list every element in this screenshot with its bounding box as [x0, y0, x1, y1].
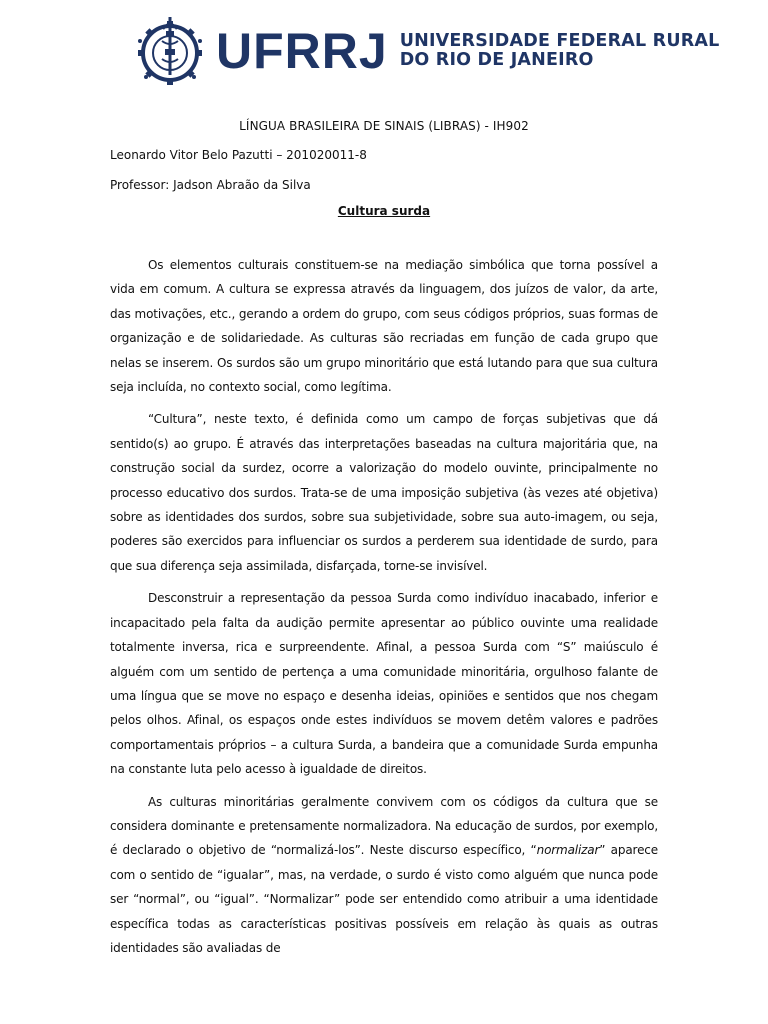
paragraph-4 — [110, 790, 658, 961]
paragraph-2: “Cultura”, neste texto, é definida como um campo de forças subjetivas que dá sentido(s) ao grupo. É através das interpretações baseadas na cultura majoritária que, na construção social da surdez, ocorre a valorização do modelo ouvinte, principalmente no processo educativo dos surdos. Trata-se de uma imposição subjetiva (às vezes até objetiva) sobre as identidades dos surdos, sobre sua subjetividade, sobre sua auto-imagem, ou seja, poderes são exercidos para influenciar os surdos a perderem sua identidade de surdo, para que sua diferença seja assimilada, disfarçada, torne-se invisível. — [110, 412, 658, 573]
document-body — [110, 114, 658, 960]
document-title: Cultura surda — [337, 204, 431, 218]
student-line: Leonardo Vitor Belo Pazutti – 201020011-8 — [110, 148, 367, 162]
paragraph-4-part2: ” aparece com o sentido de “igualar”, mas, na verdade, o surdo é visto como alguém que nunca pode ser “normal”, ou “igual”. “Normalizar” pode ser entendido como atribuir a uma identidade específica todas as características positivas possíveis em relação às quais as outras identidades são avaliadas de — [110, 843, 658, 955]
paragraph-4-part1: As culturas minoritárias geralmente convivem com os códigos da cultura que se considera dominante e pretensamente normalizadora. Na educação de surdos, por exemplo, é declarado o objetivo de “normalizá-los”. Neste discurso específico, “ — [110, 794, 658, 858]
professor-line: Professor: Jadson Abraão da Silva — [110, 178, 311, 192]
university-name-line1: UNIVERSIDADE FEDERAL RURAL — [399, 31, 720, 51]
paragraph-3: Desconstruir a representação da pessoa Surda como indivíduo inacabado, inferior e incapacitado pela falta da audição permite apresentar ao público ouvinte uma realidade totalmente inversa, rica e surpreendente. Afinal, a pessoa Surda com “S” maiúsculo é alguém com um sentido de pertença a uma comunidade minoritária, orgulhoso falante de uma língua que se move no espaço e desenha ideias, opiniões e sentidos que nos chegam pelos olhos. Afinal, os espaços onde estes indivíduos se movem detêm valores e padrões comportamentais próprios – a cultura Surda, a bandeira que a comunidade Surda empunha na constante luta pelo acesso à igualdade de direitos. — [110, 591, 658, 777]
course-heading: LÍNGUA BRASILEIRA DE SINAIS (LIBRAS) - IH902 — [239, 119, 529, 133]
university-acronym: UFRRJ — [216, 23, 388, 79]
university-header — [130, 10, 720, 92]
university-name-line2: DO RIO DE JANEIRO — [399, 50, 594, 70]
university-name — [400, 32, 720, 70]
ufrrj-seal-icon — [130, 11, 210, 91]
paragraph-1: Os elementos culturais constituem-se na mediação simbólica que torna possível a vida em comum. A cultura se expressa através da linguagem, dos juízos de valor, da arte, das motivações, etc., gerando a ordem do grupo, com seus códigos próprios, suas formas de organização e de solidariedade. As culturas são recriadas em função de cada grupo que nelas se inserem. Os surdos são um grupo minoritário que está lutando para que sua cultura seja incluída, no contexto social, como legítima. — [110, 258, 658, 395]
paragraph-4-italic: normalizar — [536, 843, 600, 858]
